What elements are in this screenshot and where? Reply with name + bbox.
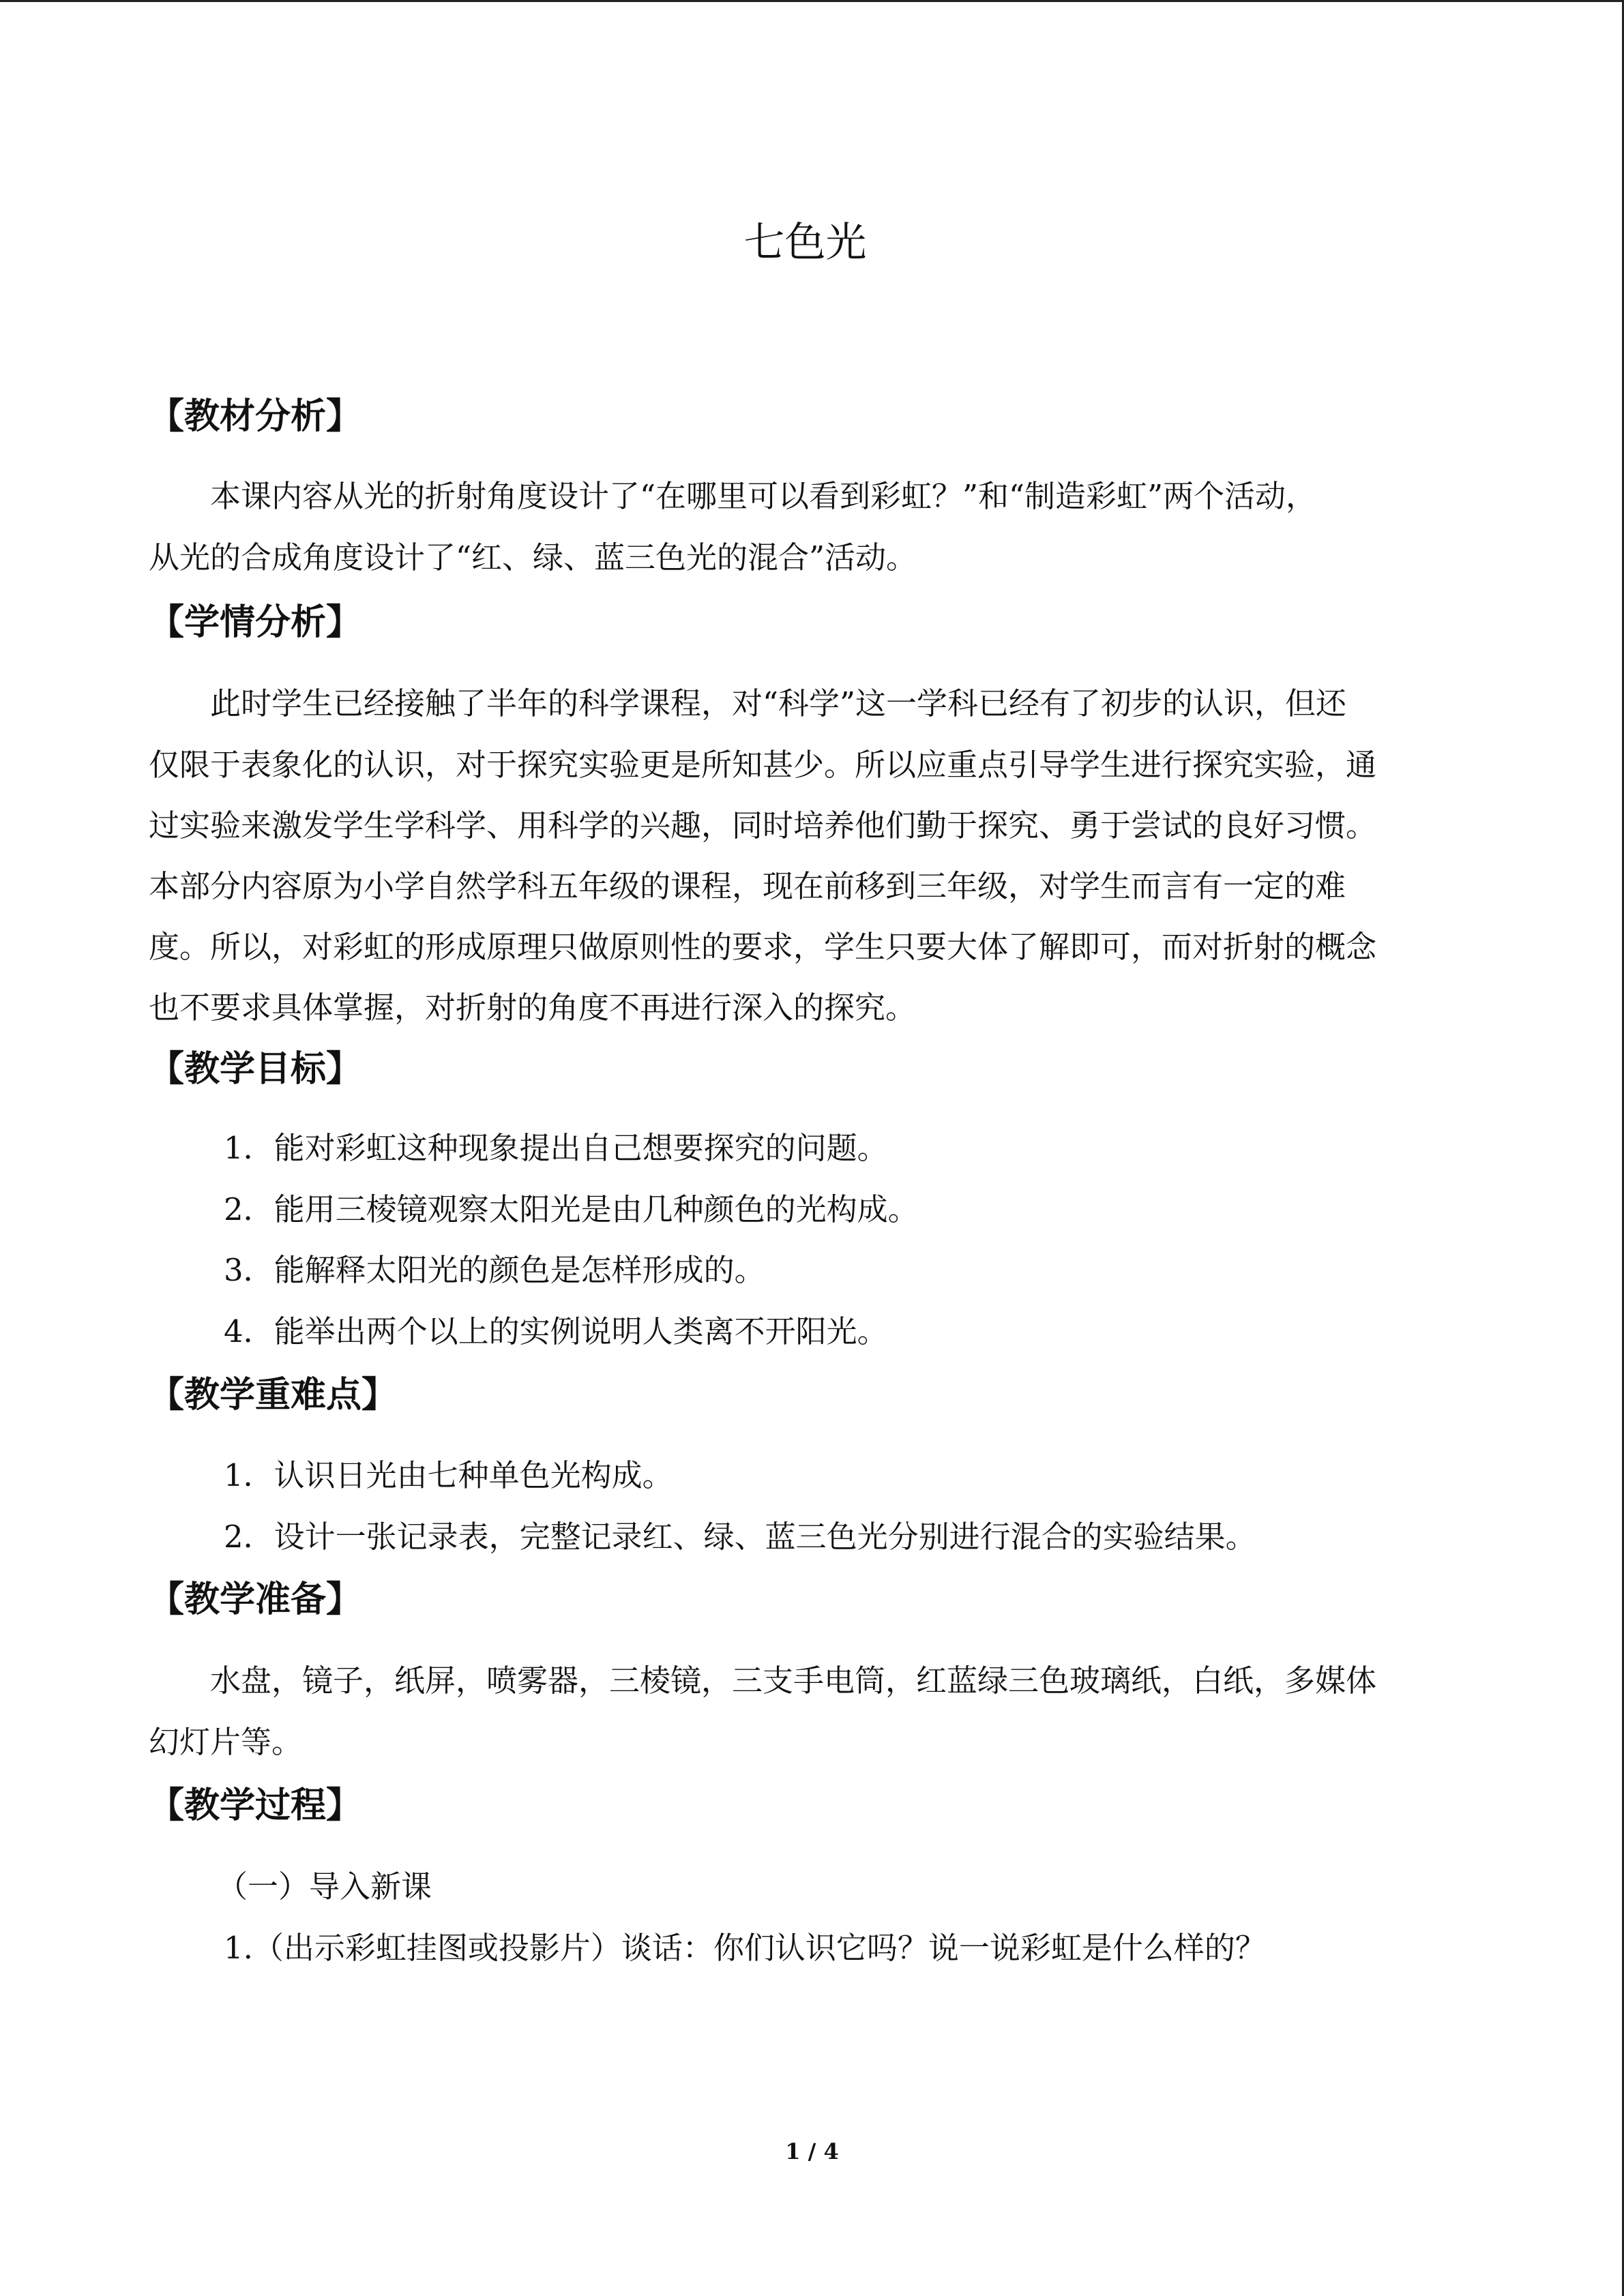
objective-item-4: 4．能举出两个以上的实例说明人类离不开阳光。 (224, 1313, 888, 1350)
material-analysis-line-1: 本课内容从光的折射角度设计了“在哪里可以看到彩虹？”和“制造彩虹”两个活动， (210, 478, 1317, 514)
student-analysis-line-2: 仅限于表象化的认识，对于探究实验更是所知甚少。所以应重点引导学生进行探究实验，通 (149, 747, 1377, 783)
heading-material-analysis: 【教材分析】 (149, 396, 362, 437)
process-subheading-intro: （一）导入新课 (217, 1868, 432, 1905)
objective-item-2: 2．能用三棱镜观察太阳光是由几种颜色的光构成。 (224, 1191, 919, 1227)
key-point-item-2: 2．设计一张记录表，完整记录红、绿、蓝三色光分别进行混合的实验结果。 (224, 1519, 1256, 1555)
student-analysis-line-4: 本部分内容原为小学自然学科五年级的课程，现在前移到三年级，对学生而言有一定的难 (149, 868, 1346, 904)
heading-process: 【教学过程】 (149, 1785, 362, 1826)
heading-key-points: 【教学重难点】 (149, 1374, 398, 1416)
heading-student-analysis: 【学情分析】 (149, 601, 362, 643)
process-item-1: 1.（出示彩虹挂图或投影片）谈话：你们认识它吗？说一说彩虹是什么样的？ (224, 1930, 1266, 1966)
page-number: 1 / 4 (785, 2138, 839, 2164)
key-point-item-1: 1．认识日光由七种单色光构成。 (224, 1457, 673, 1493)
objective-item-1: 1．能对彩虹这种现象提出自己想要探究的问题。 (224, 1130, 888, 1166)
page-title: 七色光 (743, 219, 867, 267)
heading-objectives: 【教学目标】 (149, 1048, 362, 1090)
student-analysis-line-3: 过实验来激发学生学科学、用科学的兴趣，同时培养他们勤于探究、勇于尝试的良好习惯。 (149, 807, 1377, 844)
heading-preparation: 【教学准备】 (149, 1579, 362, 1620)
student-analysis-line-1: 此时学生已经接触了半年的科学课程，对“科学”这一学科已经有了初步的认识，但还 (210, 685, 1347, 721)
objective-item-3: 3．能解释太阳光的颜色是怎样形成的。 (224, 1252, 765, 1288)
preparation-line-2: 幻灯片等。 (149, 1724, 303, 1760)
student-analysis-line-5: 度。所以，对彩虹的形成原理只做原则性的要求，学生只要大体了解即可，而对折射的概念 (149, 929, 1377, 965)
preparation-line-1: 水盘，镜子，纸屏，喷雾器，三棱镜，三支手电筒，红蓝绿三色玻璃纸，白纸，多媒体 (210, 1663, 1377, 1699)
student-analysis-line-6: 也不要求具体掌握，对折射的角度不再进行深入的探究。 (149, 989, 917, 1026)
material-analysis-line-2: 从光的合成角度设计了“红、绿、蓝三色光的混合”活动。 (149, 539, 917, 576)
